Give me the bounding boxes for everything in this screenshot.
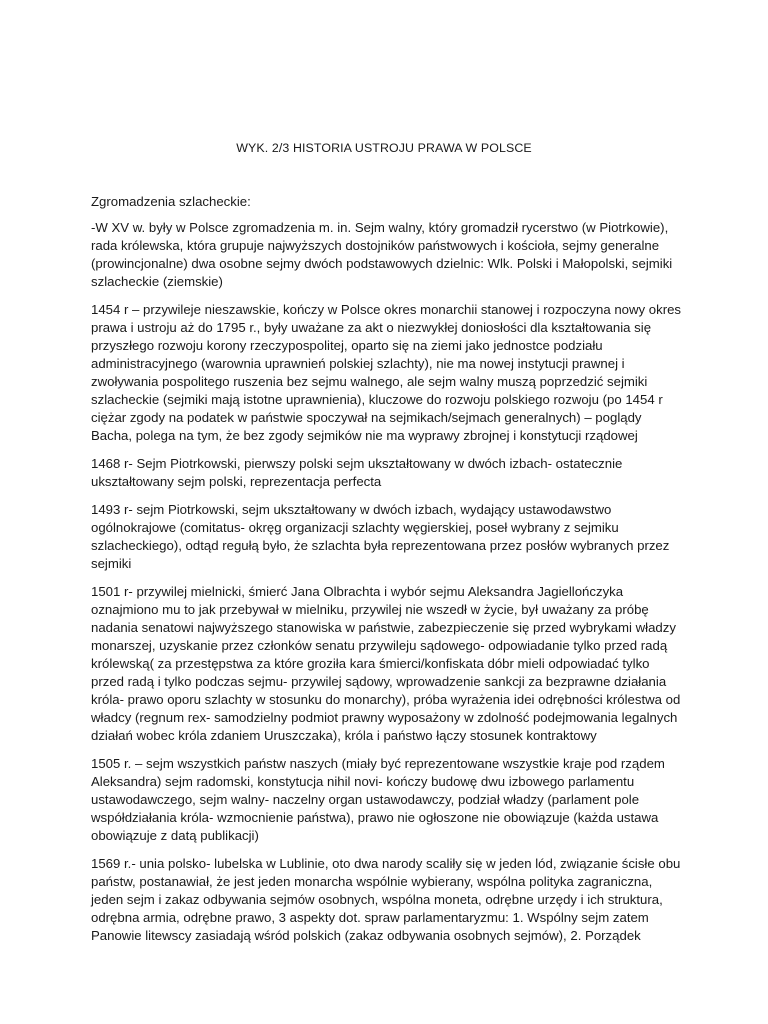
paragraph: 1493 r- sejm Piotrkowski, sejm ukształtowany w dwóch izbach, wydający ustawodawstwo ogólnokrajowe (comitatus- okręg organizacji szlachty węgierskiej, poseł wybrany z sejmiku szlacheckiego), odtąd regułą było, że szlachta była reprezentowana przez posłów wybranych przez sejmiki [91, 502, 670, 571]
paragraph: 1505 r. – sejm wszystkich państw naszych (miały być reprezentowane wszystkie kraje pod rządem Aleksandra) sejm radomski, konstytucja nihil novi- kończy budowę dwu izbowego parlamentu ustawodawczego, sejm walny- naczelny organ ustawodawczy, podział władzy (parlament pole współdziałania króla- wzmocnienie państwa), prawo nie ogłoszone nie obowiązuje (każda ustawa obowiązuje z datą publikacji) [91, 756, 665, 843]
document-body [91, 193, 683, 955]
paragraph: -W XV w. były w Polsce zgromadzenia m. in. Sejm walny, który gromadził rycerstwo (w Piotrkowie), rada królewska, która grupuje najwyższych dostojników państwowych i kościoła, sejmy generalne (prowincjonalne) dwa osobne sejmy dwóch podstawowych dzielnic: Wlk. Polski i Małopolski, sejmiki szlacheckie (ziemskie) [91, 220, 673, 289]
paragraph: 1569 r.- unia polsko- lubelska w Lublinie, oto dwa narody scaliły się w jeden lód, związanie ścisłe obu państw, postanawiał, że jest jeden monarcha wspólnie wybierany, wspólna polityka zagraniczna, jeden sejm i zakaz odbywania sejmów osobnych, wspólna moneta, odrębne urzędy i ich struktura, odrębna armia, odrębne prawo, 3 aspekty dot. spraw parlamentaryzmu: 1. Wspólny sejm zatem Panowie litewscy zasiadają wśród polskich (zakaz odbywania osobnych sejmów), 2. Porządek [91, 856, 681, 943]
section-heading: Zgromadzenia szlacheckie: [91, 194, 251, 209]
paragraph: 1468 r- Sejm Piotrkowski, pierwszy polski sejm ukształtowany w dwóch izbach- ostatecznie ukształtowany sejm polski, reprezentacja perfecta [91, 456, 623, 489]
paragraph: 1501 r- przywilej mielnicki, śmierć Jana Olbrachta i wybór sejmu Aleksandra Jagiellończyka oznajmiono mu to jak przebywał w mielniku, przywilej nie wszedł w życie, był uważany za próbę nadania senatowi najwyższego stanowiska w państwie, zabezpieczenie się przed wybrykami władzy monarszej, uzyskanie przez członków senatu przywileju sądowego- odpowiadanie tylko przed radą królewską( za przestępstwa za które groziła kara śmierci/konfiskata dóbr mieli odpowiadać tylko przed radą i tylko podczas sejmu- przywilej sądowy, wprowadzenie sankcji za bezprawne działania króla- prawo oporu szlachty w stosunku do monarchy), próba wyrażenia idei odrębności królestwa od władcy (regnum rex- samodzielny podmiot prawny wyposażony w zdolność podejmowania legalnych działań wobec króla zdaniem Uruszczaka), króla i państwo łączy stosunek kontraktowy [91, 584, 681, 743]
paragraph: 1454 r – przywileje nieszawskie, kończy w Polsce okres monarchii stanowej i rozpoczyna nowy okres prawa i ustroju aż do 1795 r., były uważane za akt o niezwykłej doniosłości dla kształtowania się przyszłego rozwoju korony rzeczypospolitej, oparto się na ziemi jako jednostce podziału administracyjnego (warownia uprawnień polskiej szlachty), nie ma nowej instytucji prawnej i zwoływania pospolitego ruszenia bez sejmu walnego, ale sejm walny muszą poprzedzić sejmiki szlacheckie (sejmiki mają istotne uprawnienia), kluczowe do rozwoju polskiego rozwoju (po 1454 r ciężar zgody na podatek w państwie spoczywał na sejmikach/sejmach generalnych) – poglądy Bacha, polega na tym, że bez zgody sejmików nie ma wyprawy zbrojnej i konstytucji rządowej [91, 302, 682, 443]
document-title: WYK. 2/3 HISTORIA USTROJU PRAWA W POLSCE [236, 141, 532, 155]
